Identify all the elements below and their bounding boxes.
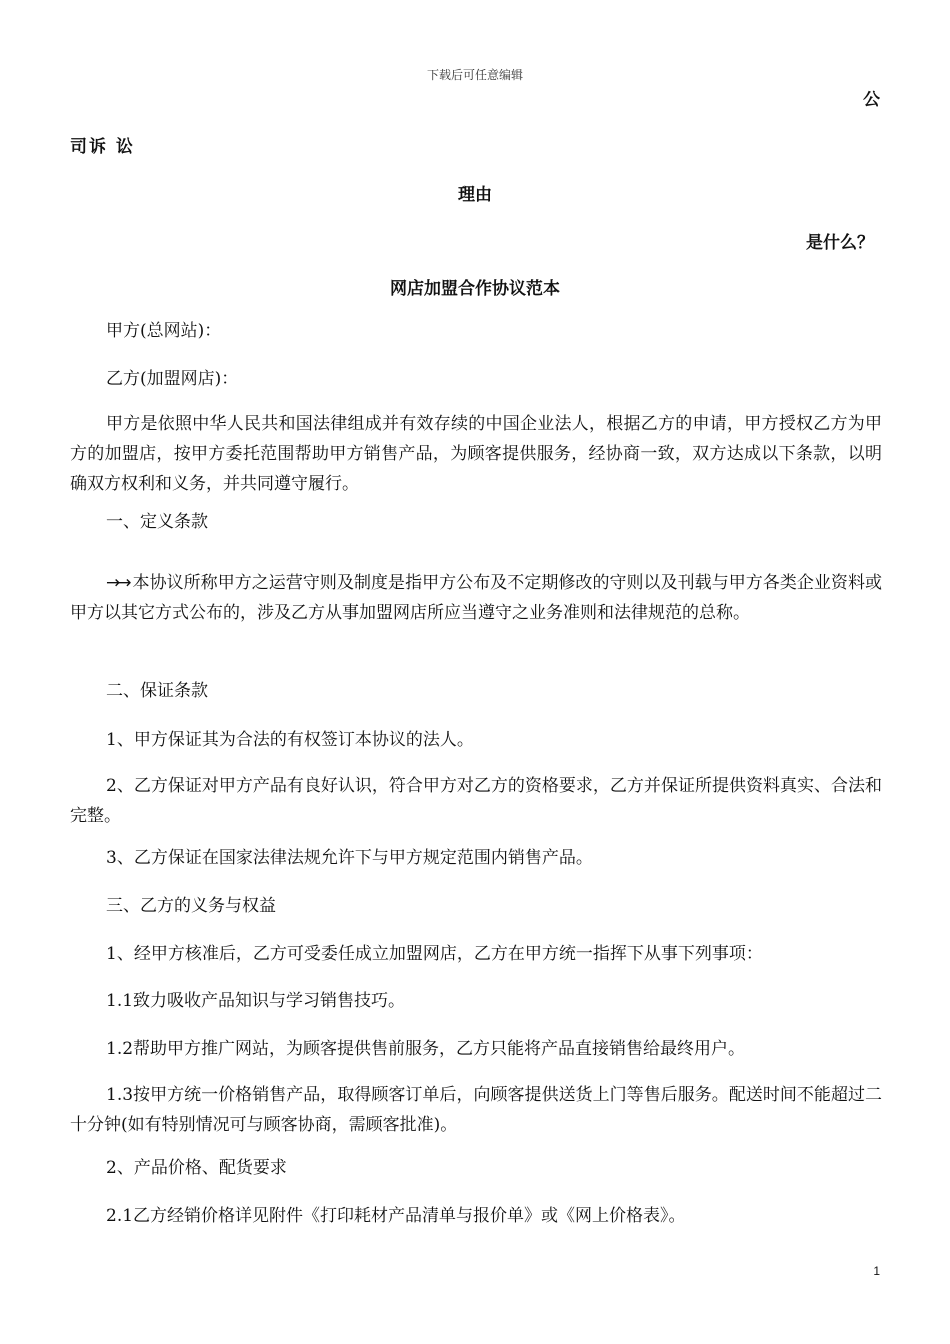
section-3-item-1-3: 1.3按甲方统一价格销售产品，取得顾客订单后，向顾客提供送货上门等售后服务。配送时间不能超过二十分钟(如有特别情况可与顾客协商，需顾客批准)。	[70, 1085, 882, 1135]
party-b-line: 乙方(加盟网店)：	[106, 369, 239, 389]
arrow-icon: →→	[106, 573, 129, 593]
section-2-heading: 二、保证条款	[106, 681, 208, 701]
intro-paragraph: 甲方是依照中华人民共和国法律组成并有效存续的中国企业法人，根据乙方的申请，甲方授权乙方为甲方的加盟店，按甲方委托范围帮助甲方销售产品，为顾客提供服务，经协商一致，双方达成以下条款，以明确双方权利和义务，并共同遵守履行。	[70, 414, 882, 494]
document-title: 网店加盟合作协议范本	[390, 279, 560, 299]
page-number: 1	[873, 1264, 880, 1278]
section-2-item-1: 1、甲方保证其为合法的有权签订本协议的法人。	[106, 730, 474, 750]
section-2-item-3: 3、乙方保证在国家法律法规允许下与甲方规定范围内销售产品。	[106, 848, 593, 868]
heading-fragment-liyou: 理由	[458, 185, 492, 205]
heading-fragment-sisong: 司诉 讼	[70, 137, 135, 157]
section-3-item-1-1: 1.1致力吸收产品知识与学习销售技巧。	[106, 991, 406, 1011]
section-3-heading: 三、乙方的义务与权益	[106, 896, 276, 916]
section-1-text: 本协议所称甲方之运营守则及制度是指甲方公布及不定期修改的守则以及刊载与甲方各类企业资料或甲方以其它方式公布的，涉及乙方从事加盟网店所应当遵守之业务准则和法律规范的总称。	[70, 573, 882, 623]
section-3-item-1: 1、经甲方核准后，乙方可受委任成立加盟网店，乙方在甲方统一指挥下从事下列事项：	[106, 944, 763, 964]
party-a-line: 甲方(总网站)：	[106, 321, 222, 341]
section-3-item-1-2: 1.2帮助甲方推广网站，为顾客提供售前服务，乙方只能将产品直接销售给最终用户。	[106, 1039, 746, 1059]
section-1-paragraph	[70, 568, 882, 628]
section-2-item-2: 2、乙方保证对甲方产品有良好认识，符合甲方对乙方的资格要求，乙方并保证所提供资料真实、合法和完整。	[70, 776, 882, 826]
section-3-item-2-1: 2.1乙方经销价格详见附件《打印耗材产品清单与报价单》或《网上价格表》。	[106, 1206, 686, 1226]
section-3-item-2: 2、产品价格、配货要求	[106, 1158, 287, 1178]
heading-fragment-shi: 是什么？	[806, 233, 874, 253]
heading-fragment-gong: 公	[863, 90, 880, 110]
header-note: 下载后可任意编辑	[426, 68, 523, 82]
section-1-heading: 一、定义条款	[106, 512, 208, 532]
